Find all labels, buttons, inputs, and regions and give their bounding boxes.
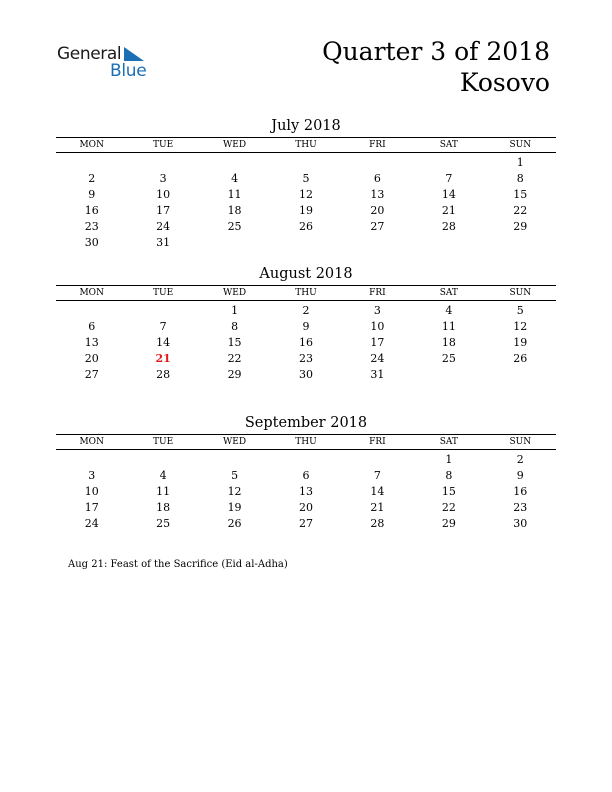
weekday-label: TUE xyxy=(153,288,174,298)
weekday-label: MON xyxy=(79,140,104,150)
week-row xyxy=(56,351,556,367)
weekday-label: SUN xyxy=(509,288,532,298)
day-cell: 8 xyxy=(445,469,453,482)
day-cell xyxy=(127,155,198,171)
weekday-header-row xyxy=(56,137,556,153)
day-cell: 2 xyxy=(516,453,524,466)
day-cell: 21 xyxy=(370,501,385,514)
day-cell: 3 xyxy=(373,304,381,317)
day-cell: 15 xyxy=(513,188,528,201)
day-cell xyxy=(485,367,556,383)
day-cell: 14 xyxy=(441,188,456,201)
day-cell: 23 xyxy=(298,352,313,365)
day-cell xyxy=(413,155,484,171)
weekday-header-row xyxy=(56,434,556,450)
weeks-grid xyxy=(56,450,556,532)
day-cell: 19 xyxy=(298,204,313,217)
day-cell xyxy=(199,452,270,468)
logo-word-general: General xyxy=(57,44,122,64)
day-cell xyxy=(342,235,413,251)
day-cell: 10 xyxy=(370,320,385,333)
generalblue-logo xyxy=(57,44,157,84)
day-cell: 13 xyxy=(298,485,313,498)
weekday-label: MON xyxy=(79,288,104,298)
day-cell: 20 xyxy=(298,501,313,514)
day-cell: 24 xyxy=(370,352,385,365)
day-cell: 22 xyxy=(441,501,456,514)
day-cell: 28 xyxy=(441,220,456,233)
day-cell xyxy=(270,155,341,171)
day-cell: 1 xyxy=(231,304,239,317)
day-cell: 16 xyxy=(513,485,528,498)
day-cell: 4 xyxy=(231,172,239,185)
day-cell: 11 xyxy=(156,485,171,498)
day-cell: 27 xyxy=(298,517,313,530)
weekday-label: THU xyxy=(295,288,317,298)
day-cell: 7 xyxy=(159,320,167,333)
weekday-label: THU xyxy=(295,140,317,150)
day-cell: 15 xyxy=(227,336,242,349)
day-cell: 28 xyxy=(156,368,171,381)
week-row xyxy=(56,468,556,484)
day-cell: 26 xyxy=(513,352,528,365)
day-cell xyxy=(270,235,341,251)
day-cell: 21 xyxy=(155,352,171,365)
week-row xyxy=(56,516,556,532)
day-cell: 17 xyxy=(84,501,99,514)
day-cell: 5 xyxy=(231,469,239,482)
weekday-label: FRI xyxy=(369,288,386,298)
logo-word-blue: Blue xyxy=(110,61,147,81)
day-cell xyxy=(199,155,270,171)
day-cell xyxy=(342,452,413,468)
month-block-september xyxy=(56,414,556,532)
day-cell: 15 xyxy=(441,485,456,498)
day-cell: 18 xyxy=(441,336,456,349)
day-cell xyxy=(413,235,484,251)
weekday-label: WED xyxy=(223,437,247,447)
weeks-grid xyxy=(56,301,556,383)
month-block-july xyxy=(56,117,556,251)
day-cell: 25 xyxy=(441,352,456,365)
day-cell: 24 xyxy=(156,220,171,233)
day-cell: 14 xyxy=(156,336,171,349)
week-row xyxy=(56,155,556,171)
day-cell: 23 xyxy=(84,220,99,233)
day-cell xyxy=(270,452,341,468)
weekday-label: SAT xyxy=(439,288,458,298)
day-cell: 19 xyxy=(513,336,528,349)
day-cell: 30 xyxy=(513,517,528,530)
day-cell: 4 xyxy=(159,469,167,482)
week-row xyxy=(56,484,556,500)
weekday-label: SAT xyxy=(439,140,458,150)
day-cell: 28 xyxy=(370,517,385,530)
day-cell: 10 xyxy=(156,188,171,201)
day-cell: 11 xyxy=(441,320,456,333)
month-title: September 2018 xyxy=(244,415,368,431)
day-cell: 16 xyxy=(298,336,313,349)
day-cell: 3 xyxy=(88,469,96,482)
day-cell: 21 xyxy=(441,204,456,217)
day-cell: 18 xyxy=(156,501,171,514)
day-cell: 12 xyxy=(298,188,313,201)
week-row xyxy=(56,203,556,219)
day-cell: 10 xyxy=(84,485,99,498)
day-cell xyxy=(127,452,198,468)
day-cell: 24 xyxy=(84,517,99,530)
month-title: August 2018 xyxy=(259,266,353,282)
day-cell: 5 xyxy=(516,304,524,317)
weekday-label: FRI xyxy=(369,140,386,150)
day-cell xyxy=(127,303,198,319)
weekday-label: TUE xyxy=(153,437,174,447)
weekday-label: TUE xyxy=(153,140,174,150)
day-cell: 12 xyxy=(513,320,528,333)
day-cell: 31 xyxy=(370,368,385,381)
day-cell: 25 xyxy=(156,517,171,530)
day-cell: 13 xyxy=(370,188,385,201)
day-cell: 20 xyxy=(84,352,99,365)
day-cell: 18 xyxy=(227,204,242,217)
weekday-header-row xyxy=(56,285,556,301)
day-cell: 8 xyxy=(516,172,524,185)
day-cell: 23 xyxy=(513,501,528,514)
day-cell: 22 xyxy=(513,204,528,217)
day-cell: 30 xyxy=(298,368,313,381)
day-cell xyxy=(56,155,127,171)
day-cell: 19 xyxy=(227,501,242,514)
day-cell: 20 xyxy=(370,204,385,217)
day-cell: 13 xyxy=(84,336,99,349)
week-row xyxy=(56,303,556,319)
title-quarter: Quarter 3 of 2018 xyxy=(322,37,550,66)
day-cell: 17 xyxy=(156,204,171,217)
day-cell: 17 xyxy=(370,336,385,349)
weekday-label: SAT xyxy=(439,437,458,447)
day-cell: 14 xyxy=(370,485,385,498)
page-title xyxy=(322,36,550,98)
day-cell: 1 xyxy=(445,453,453,466)
day-cell: 25 xyxy=(227,220,242,233)
day-cell: 3 xyxy=(159,172,167,185)
week-row xyxy=(56,367,556,383)
weekday-label: SUN xyxy=(509,437,532,447)
week-row xyxy=(56,335,556,351)
week-row xyxy=(56,219,556,235)
week-row xyxy=(56,319,556,335)
day-cell xyxy=(56,303,127,319)
day-cell: 9 xyxy=(88,188,96,201)
week-row xyxy=(56,187,556,203)
weekday-label: SUN xyxy=(509,140,532,150)
weekday-label: MON xyxy=(79,437,104,447)
day-cell: 27 xyxy=(370,220,385,233)
weekday-label: WED xyxy=(223,140,247,150)
day-cell: 6 xyxy=(302,469,310,482)
week-row xyxy=(56,235,556,251)
holiday-note: Aug 21: Feast of the Sacrifice (Eid al-Adha) xyxy=(68,559,288,570)
day-cell: 6 xyxy=(373,172,381,185)
day-cell: 27 xyxy=(84,368,99,381)
day-cell: 4 xyxy=(445,304,453,317)
day-cell: 6 xyxy=(88,320,96,333)
day-cell: 2 xyxy=(88,172,96,185)
day-cell: 7 xyxy=(445,172,453,185)
day-cell: 9 xyxy=(516,469,524,482)
day-cell: 22 xyxy=(227,352,242,365)
week-row xyxy=(56,500,556,516)
weeks-grid xyxy=(56,153,556,251)
week-row xyxy=(56,171,556,187)
title-country: Kosovo xyxy=(459,68,550,97)
day-cell: 29 xyxy=(441,517,456,530)
day-cell: 9 xyxy=(302,320,310,333)
day-cell: 29 xyxy=(227,368,242,381)
day-cell: 5 xyxy=(302,172,310,185)
day-cell: 7 xyxy=(373,469,381,482)
day-cell xyxy=(485,235,556,251)
day-cell: 11 xyxy=(227,188,242,201)
day-cell: 31 xyxy=(156,236,171,249)
day-cell: 26 xyxy=(298,220,313,233)
week-row xyxy=(56,452,556,468)
weekday-label: THU xyxy=(295,437,317,447)
day-cell xyxy=(199,235,270,251)
day-cell: 30 xyxy=(84,236,99,249)
day-cell: 8 xyxy=(231,320,239,333)
day-cell: 2 xyxy=(302,304,310,317)
day-cell: 16 xyxy=(84,204,99,217)
day-cell xyxy=(56,452,127,468)
month-block-august xyxy=(56,265,556,383)
day-cell: 12 xyxy=(227,485,242,498)
day-cell: 26 xyxy=(227,517,242,530)
month-title: July 2018 xyxy=(271,118,341,134)
weekday-label: FRI xyxy=(369,437,386,447)
day-cell: 1 xyxy=(516,156,524,169)
day-cell xyxy=(413,367,484,383)
weekday-label: WED xyxy=(223,288,247,298)
day-cell xyxy=(342,155,413,171)
day-cell: 29 xyxy=(513,220,528,233)
